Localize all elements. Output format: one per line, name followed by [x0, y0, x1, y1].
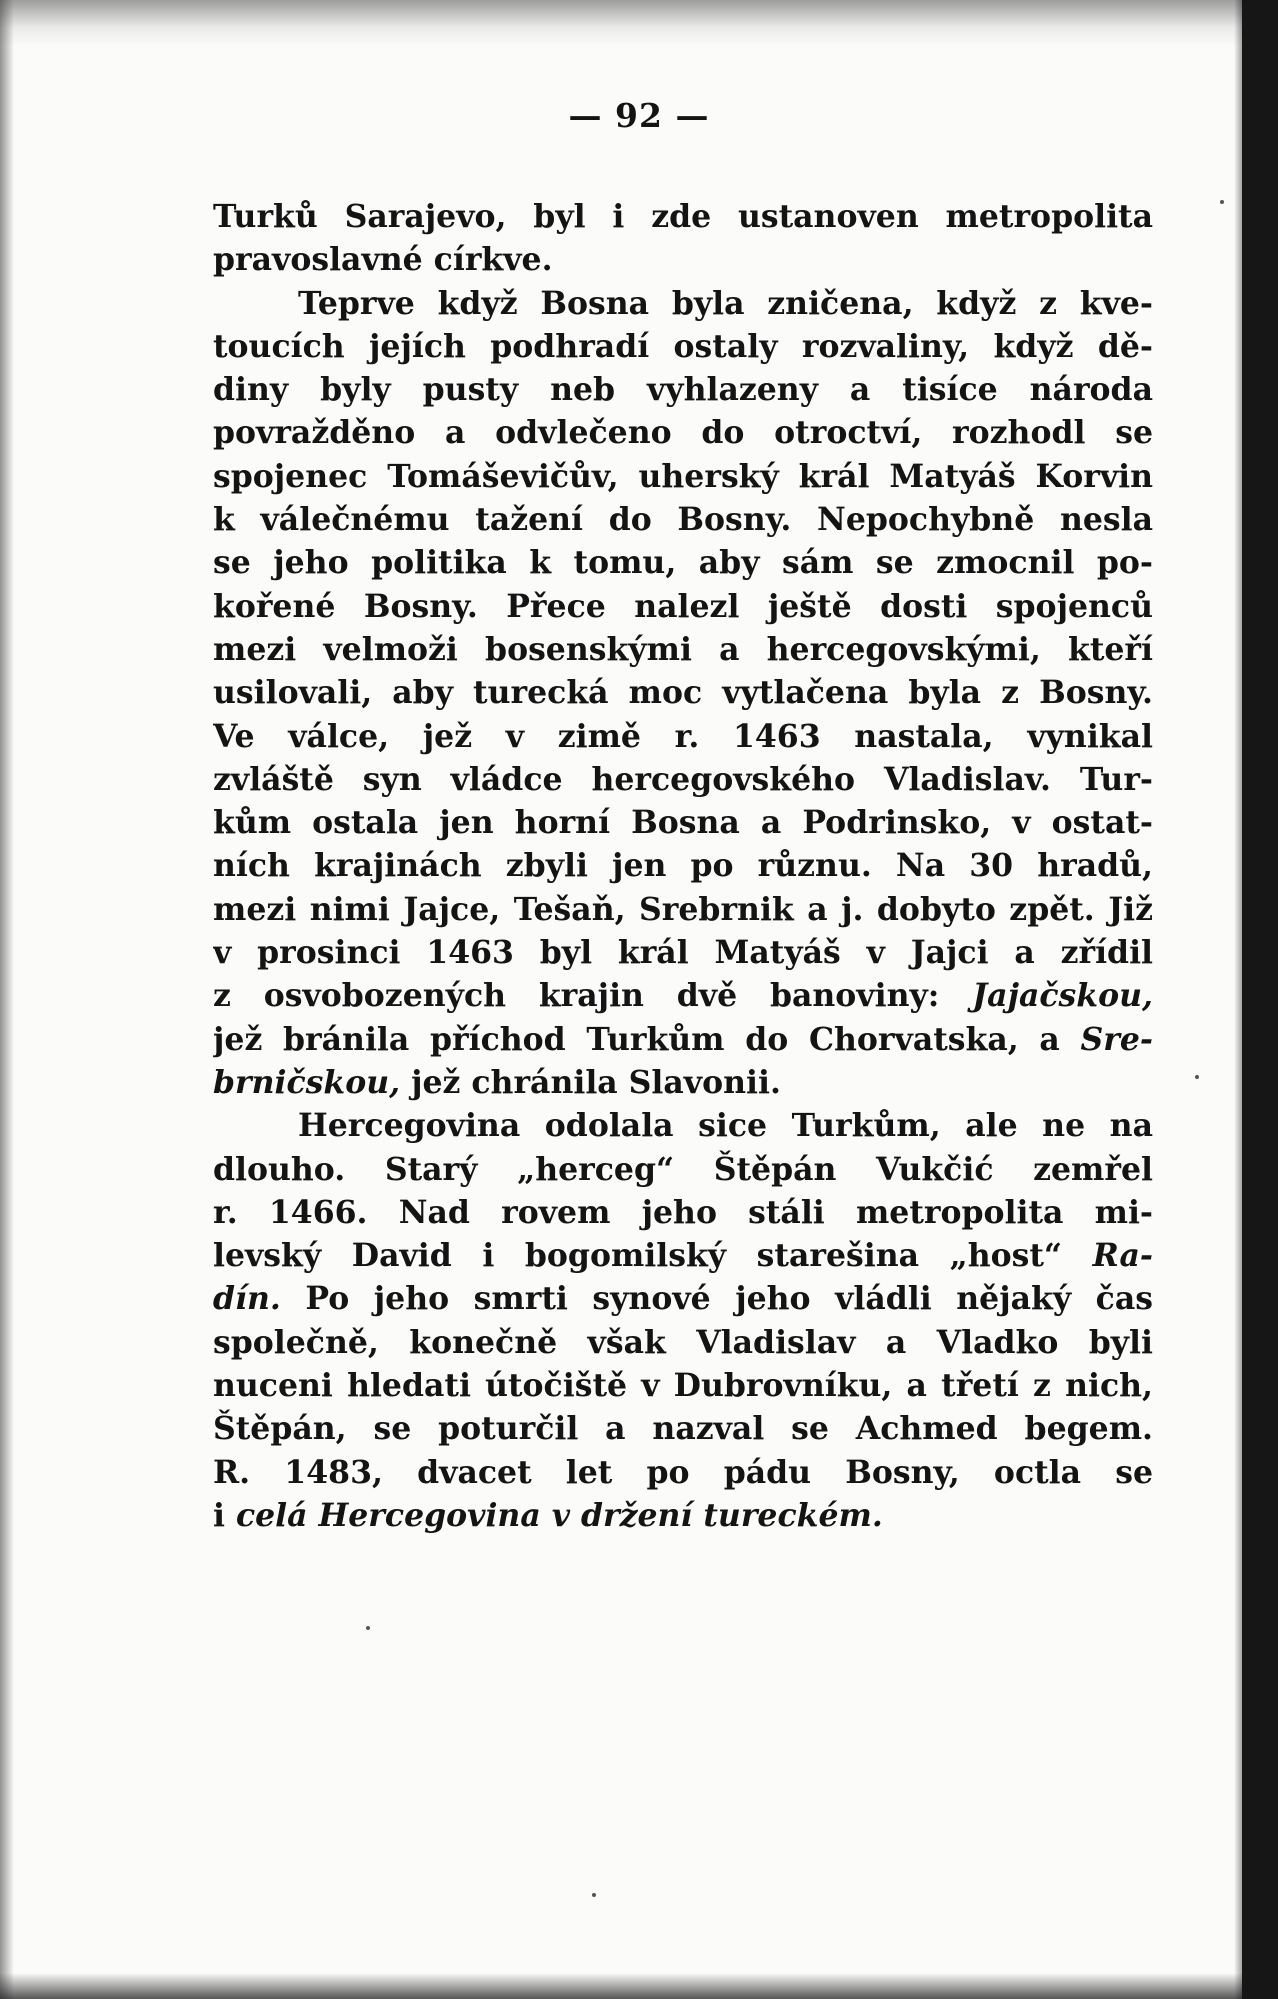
text-line: Turků Sarajevo, byl i zde ustanoven metropolita: [213, 198, 1153, 235]
text-line: diny byly pusty neb vyhlazeny a tisíce národa: [213, 371, 1153, 409]
text-line: pravoslavné církve.: [213, 241, 553, 279]
scan-speck: [592, 1893, 596, 1897]
text-line: se jeho politika k tomu, aby sám se zmocnil po-: [213, 544, 1153, 582]
text-span: levský David i bogomilský starešina „host“: [213, 1237, 1093, 1275]
text-span: jež chránila Slavonii.: [400, 1063, 781, 1101]
scan-shadow-left: [0, 0, 14, 1999]
scan-border-right: [1242, 0, 1278, 1999]
text-line: mezi nimi Jajce, Tešaň, Srebrnik a j. dobyto zpět. Již: [213, 890, 1153, 928]
text-line: [213, 1061, 1153, 1104]
text-line: kům ostala jen horní Bosna a Podrinsko, v ostat-: [213, 804, 1153, 842]
text-line: ních krajinách zbyli jen po různu. Na 30 hradů,: [213, 847, 1153, 885]
text-line: zvláště syn vládce hercegovského Vladislav. Tur-: [213, 760, 1153, 798]
text-line: spojenec Tomáševičův, uherský král Matyáš Korvin: [213, 457, 1153, 495]
body-text: [213, 195, 1153, 1537]
text-line: k válečnému tažení do Bosny. Nepochybně nesla: [213, 501, 1153, 539]
page-number: — 92 —: [568, 96, 710, 135]
scan-shadow-bottom: [0, 1973, 1242, 1999]
text-line: R. 1483, dvacet let po pádu Bosny, octla se: [213, 1453, 1153, 1491]
text-line: Teprve když Bosna byla zničena, když z kve-: [298, 284, 1153, 322]
italic-term: brničskou,: [213, 1063, 401, 1101]
text-line: dlouho. Starý „herceg“ Štěpán Vukčić zemřel: [213, 1150, 1153, 1188]
scan-speck: [366, 1626, 370, 1630]
text-line: společně, konečně však Vladislav a Vladko byli: [213, 1323, 1153, 1361]
text-line: Hercegovina odolala sice Turkům, ale ne na: [298, 1107, 1153, 1145]
text-line: kořené Bosny. Přece nalezl ještě dosti spojenců: [213, 587, 1153, 625]
text-line: [213, 1018, 1153, 1061]
text-line: povražděno a odvlečeno do otroctví, rozhodl se: [213, 414, 1153, 452]
text-line: [213, 1234, 1153, 1277]
text-line: Ve válce, jež v zimě r. 1463 nastala, vynikal: [213, 717, 1153, 755]
text-span: z osvobozených krajin dvě banoviny:: [213, 977, 973, 1015]
scan-speck: [1220, 200, 1224, 204]
italic-term: celá Hercegovina v držení tureckém.: [235, 1496, 883, 1534]
scan-speck: [1195, 1075, 1199, 1079]
text-line: toucích jejích podhradí ostaly rozvaliny, když dě-: [213, 327, 1153, 365]
text-line: usilovali, aby turecká moc vytlačena byla z Bosny.: [213, 674, 1153, 712]
text-line: r. 1466. Nad rovem jeho stáli metropolita mi-: [213, 1193, 1153, 1231]
text-line: [213, 1494, 1153, 1537]
text-line: [213, 974, 1153, 1017]
text-span: jež bránila příchod Turkům do Chorvatska, a: [213, 1020, 1081, 1058]
scan-shadow-right-gradient: [1234, 0, 1242, 1999]
italic-term: Sre-: [1080, 1020, 1153, 1058]
text-line: nuceni hledati útočiště v Dubrovníku, a třetí z nich,: [213, 1367, 1153, 1405]
italic-term: Jajačskou,: [972, 977, 1153, 1015]
text-line: Štěpán, se poturčil a nazval se Achmed begem.: [213, 1410, 1153, 1448]
italic-term: Ra-: [1092, 1237, 1153, 1275]
text-line: mezi velmoži bosenskými a hercegovskými, kteří: [213, 630, 1153, 668]
text-span: i: [213, 1496, 236, 1534]
text-line: [213, 1277, 1153, 1320]
text-span: Po jeho smrti synové jeho vládli nějaký čas: [280, 1280, 1153, 1318]
scan-shadow-top: [0, 0, 1242, 46]
italic-term: dín.: [213, 1280, 281, 1318]
text-line: v prosinci 1463 byl král Matyáš v Jajci a zřídil: [213, 934, 1153, 972]
